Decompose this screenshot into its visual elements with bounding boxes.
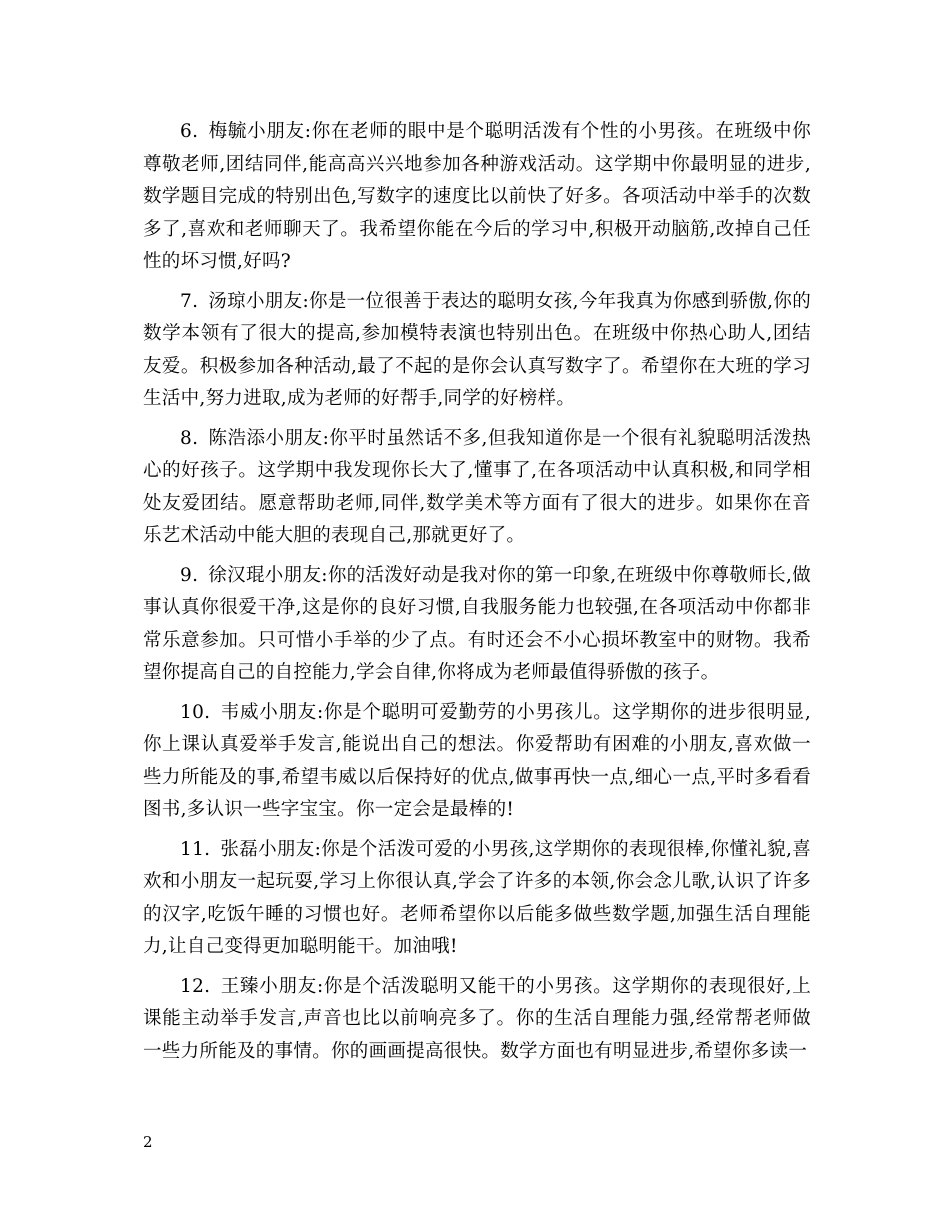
paragraph-number: 8. [180, 427, 199, 449]
paragraph-number: 6. [180, 121, 199, 142]
paragraph-text: 王臻小朋友:你是个活泼聪明又能干的小男孩。这学期你的表现很好,上课能主动举手发言,声音也比以前响亮多了。你的生活自理能力强,经常帮老师做一些力所能及的事情。你的画画提高很快。数学方面也有明显进步,希望你多读一 [143, 975, 811, 1062]
paragraph-11 [143, 834, 811, 964]
paragraph-number: 12. [180, 975, 211, 997]
paragraph-text: 汤琼小朋友:你是一位很善于表达的聪明女孩,今年我真为你感到骄傲,你的数学本领有了很大的提高,参加模特表演也特别出色。在班级中你热心助人,团结友爱。积极参加各种活动,最了不起的是你会认真写数字了。希望你在大班的学习生活中,努力进取,成为老师的好帮手,同学的好榜样。 [143, 290, 811, 409]
paragraph-number: 7. [180, 290, 199, 312]
paragraph-text: 梅毓小朋友:你在老师的眼中是个聪明活泼有个性的小男孩。在班级中你尊敬老师,团结同伴,能高高兴兴地参加各种游戏活动。这学期中你最明显的进步,数学题目完成的特别出色,写数字的速度比以前快了好多。各项活动中举手的次数多了,喜欢和老师聊天了。我希望你能在今后的学习中,积极开动脑筋,改掉自己任性的坏习惯,好吗? [143, 121, 811, 272]
paragraph-text: 张磊小朋友:你是个活泼可爱的小男孩,这学期你的表现很棒,你懂礼貌,喜欢和小朋友一起玩耍,学习上你很认真,学会了许多的本领,你会念儿歌,认识了许多的汉字,吃饭午睡的习惯也好。老师希望你以后能多做些数学题,加强生活自理能力,让自己变得更加聪明能干。加油哦! [143, 838, 811, 957]
paragraph-number: 10. [180, 701, 211, 723]
paragraph-text: 陈浩添小朋友:你平时虽然话不多,但我知道你是一个很有礼貌聪明活泼热心的好孩子。这学期中我发现你长大了,懂事了,在各项活动中认真积极,和同学相处友爱团结。愿意帮助老师,同伴,数学美术等方面有了很大的进步。如果你在音乐艺术活动中能大胆的表现自己,那就更好了。 [143, 427, 811, 546]
paragraph-6 [143, 116, 811, 279]
paragraph-10 [143, 697, 811, 827]
paragraph-8 [143, 423, 811, 553]
paragraph-number: 11. [180, 838, 211, 860]
paragraph-9 [143, 560, 811, 690]
page-number: 2 [143, 1133, 153, 1151]
paragraph-12 [143, 971, 811, 1069]
paragraph-number: 9. [180, 564, 199, 586]
paragraph-text: 徐汉琨小朋友:你的活泼好动是我对你的第一印象,在班级中你尊敬师长,做事认真你很爱干净,这是你的良好习惯,自我服务能力也较强,在各项活动中你都非常乐意参加。只可惜小手举的少了点。有时还会不小心损坏教室中的财物。我希望你提高自己的自控能力,学会自律,你将成为老师最值得骄傲的孩子。 [143, 564, 811, 683]
paragraph-7 [143, 286, 811, 416]
paragraph-text: 韦威小朋友:你是个聪明可爱勤劳的小男孩儿。这学期你的进步很明显,你上课认真爱举手发言,能说出自己的想法。你爱帮助有困难的小朋友,喜欢做一些力所能及的事,希望韦威以后保持好的优点,做事再快一点,细心一点,平时多看看图书,多认识一些字宝宝。你一定会是最棒的! [143, 701, 811, 820]
document-body [143, 116, 811, 1068]
